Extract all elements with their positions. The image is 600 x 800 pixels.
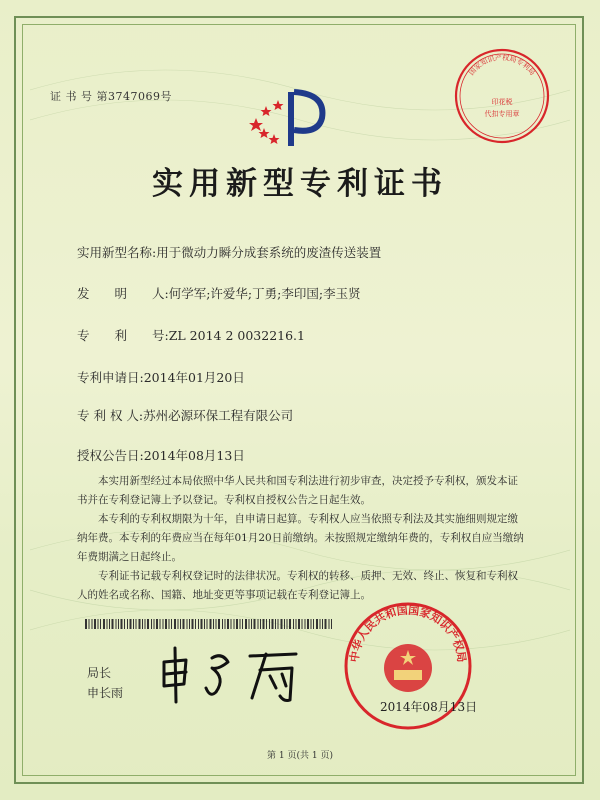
field-patentee: [77, 406, 293, 424]
barcode: [85, 619, 335, 629]
field-application-date: [77, 368, 245, 386]
field-label: 专 利 号:: [77, 328, 169, 343]
field-value: 2014年08月13日: [143, 448, 245, 463]
field-grant-date: [77, 446, 245, 464]
body-paragraph: 本实用新型经过本局依照中华人民共和国专利法进行初步审查，决定授予专利权，颁发本证书并在专利登记簿上予以登记。专利权自授权公告之日起生效。: [77, 475, 518, 506]
field-value: ZL 2014 2 0032216.1: [168, 328, 305, 343]
field-value: 2014年01月20日: [143, 370, 245, 385]
national-emblem-icon: [384, 644, 432, 692]
certificate-title: 实用新型专利证书: [152, 166, 448, 202]
body-paragraph: 专利证书记载专利权登记时的法律状况。专利权的转移、质押、无效、终止、恢复和专利权人的姓名或名称、国籍、地址变更等事项记载在专利登记簿上。: [77, 570, 518, 601]
issue-date: 2014年08月13日: [380, 700, 478, 714]
field-label: 专利申请日:: [77, 370, 144, 385]
field-patent-number: [77, 326, 305, 344]
field-label: 发 明 人:: [77, 286, 169, 301]
stamp-top-center: 代扣专用章: [484, 110, 520, 118]
field-label: 专 利 权 人:: [77, 408, 144, 423]
director-name: 申长雨: [87, 686, 124, 700]
field-label: 实用新型名称:: [77, 245, 157, 260]
page-number: 第 1 页(共 1 页): [267, 751, 333, 761]
field-label: 授权公告日:: [77, 448, 144, 463]
stamp-top-small: 印花税: [491, 98, 513, 106]
stamp-top-arc-text: 国家知识产权局专利局: [467, 53, 537, 77]
patent-office-logo-icon: [248, 84, 328, 150]
field-inventors: [77, 284, 361, 302]
field-value: 用于微动力瞬分成套系统的废渣传送装置: [156, 245, 382, 260]
body-paragraph: 本专利的专利权期限为十年，自申请日起算。专利权人应当依照专利法及其实施细则规定缴纳年费。本专利的年费应当在每年01月20日前缴纳。未按照规定缴纳年费的，专利权自应当缴纳年费期满之日起终止。: [77, 513, 524, 563]
field-value: 苏州必源环保工程有限公司: [143, 408, 294, 423]
certificate-number: 证 书 号 第3747069号: [50, 90, 172, 103]
director-signature: [156, 644, 304, 704]
field-value: 何学军;许爱华;丁勇;李印国;李玉贤: [168, 286, 361, 301]
director-title: 局长: [87, 666, 112, 680]
stamp-big-arc-text: 中华人民共和国国家知识产权局: [347, 603, 469, 664]
field-utility-model-name: [77, 243, 381, 261]
tax-stamp-seal: [450, 44, 554, 148]
